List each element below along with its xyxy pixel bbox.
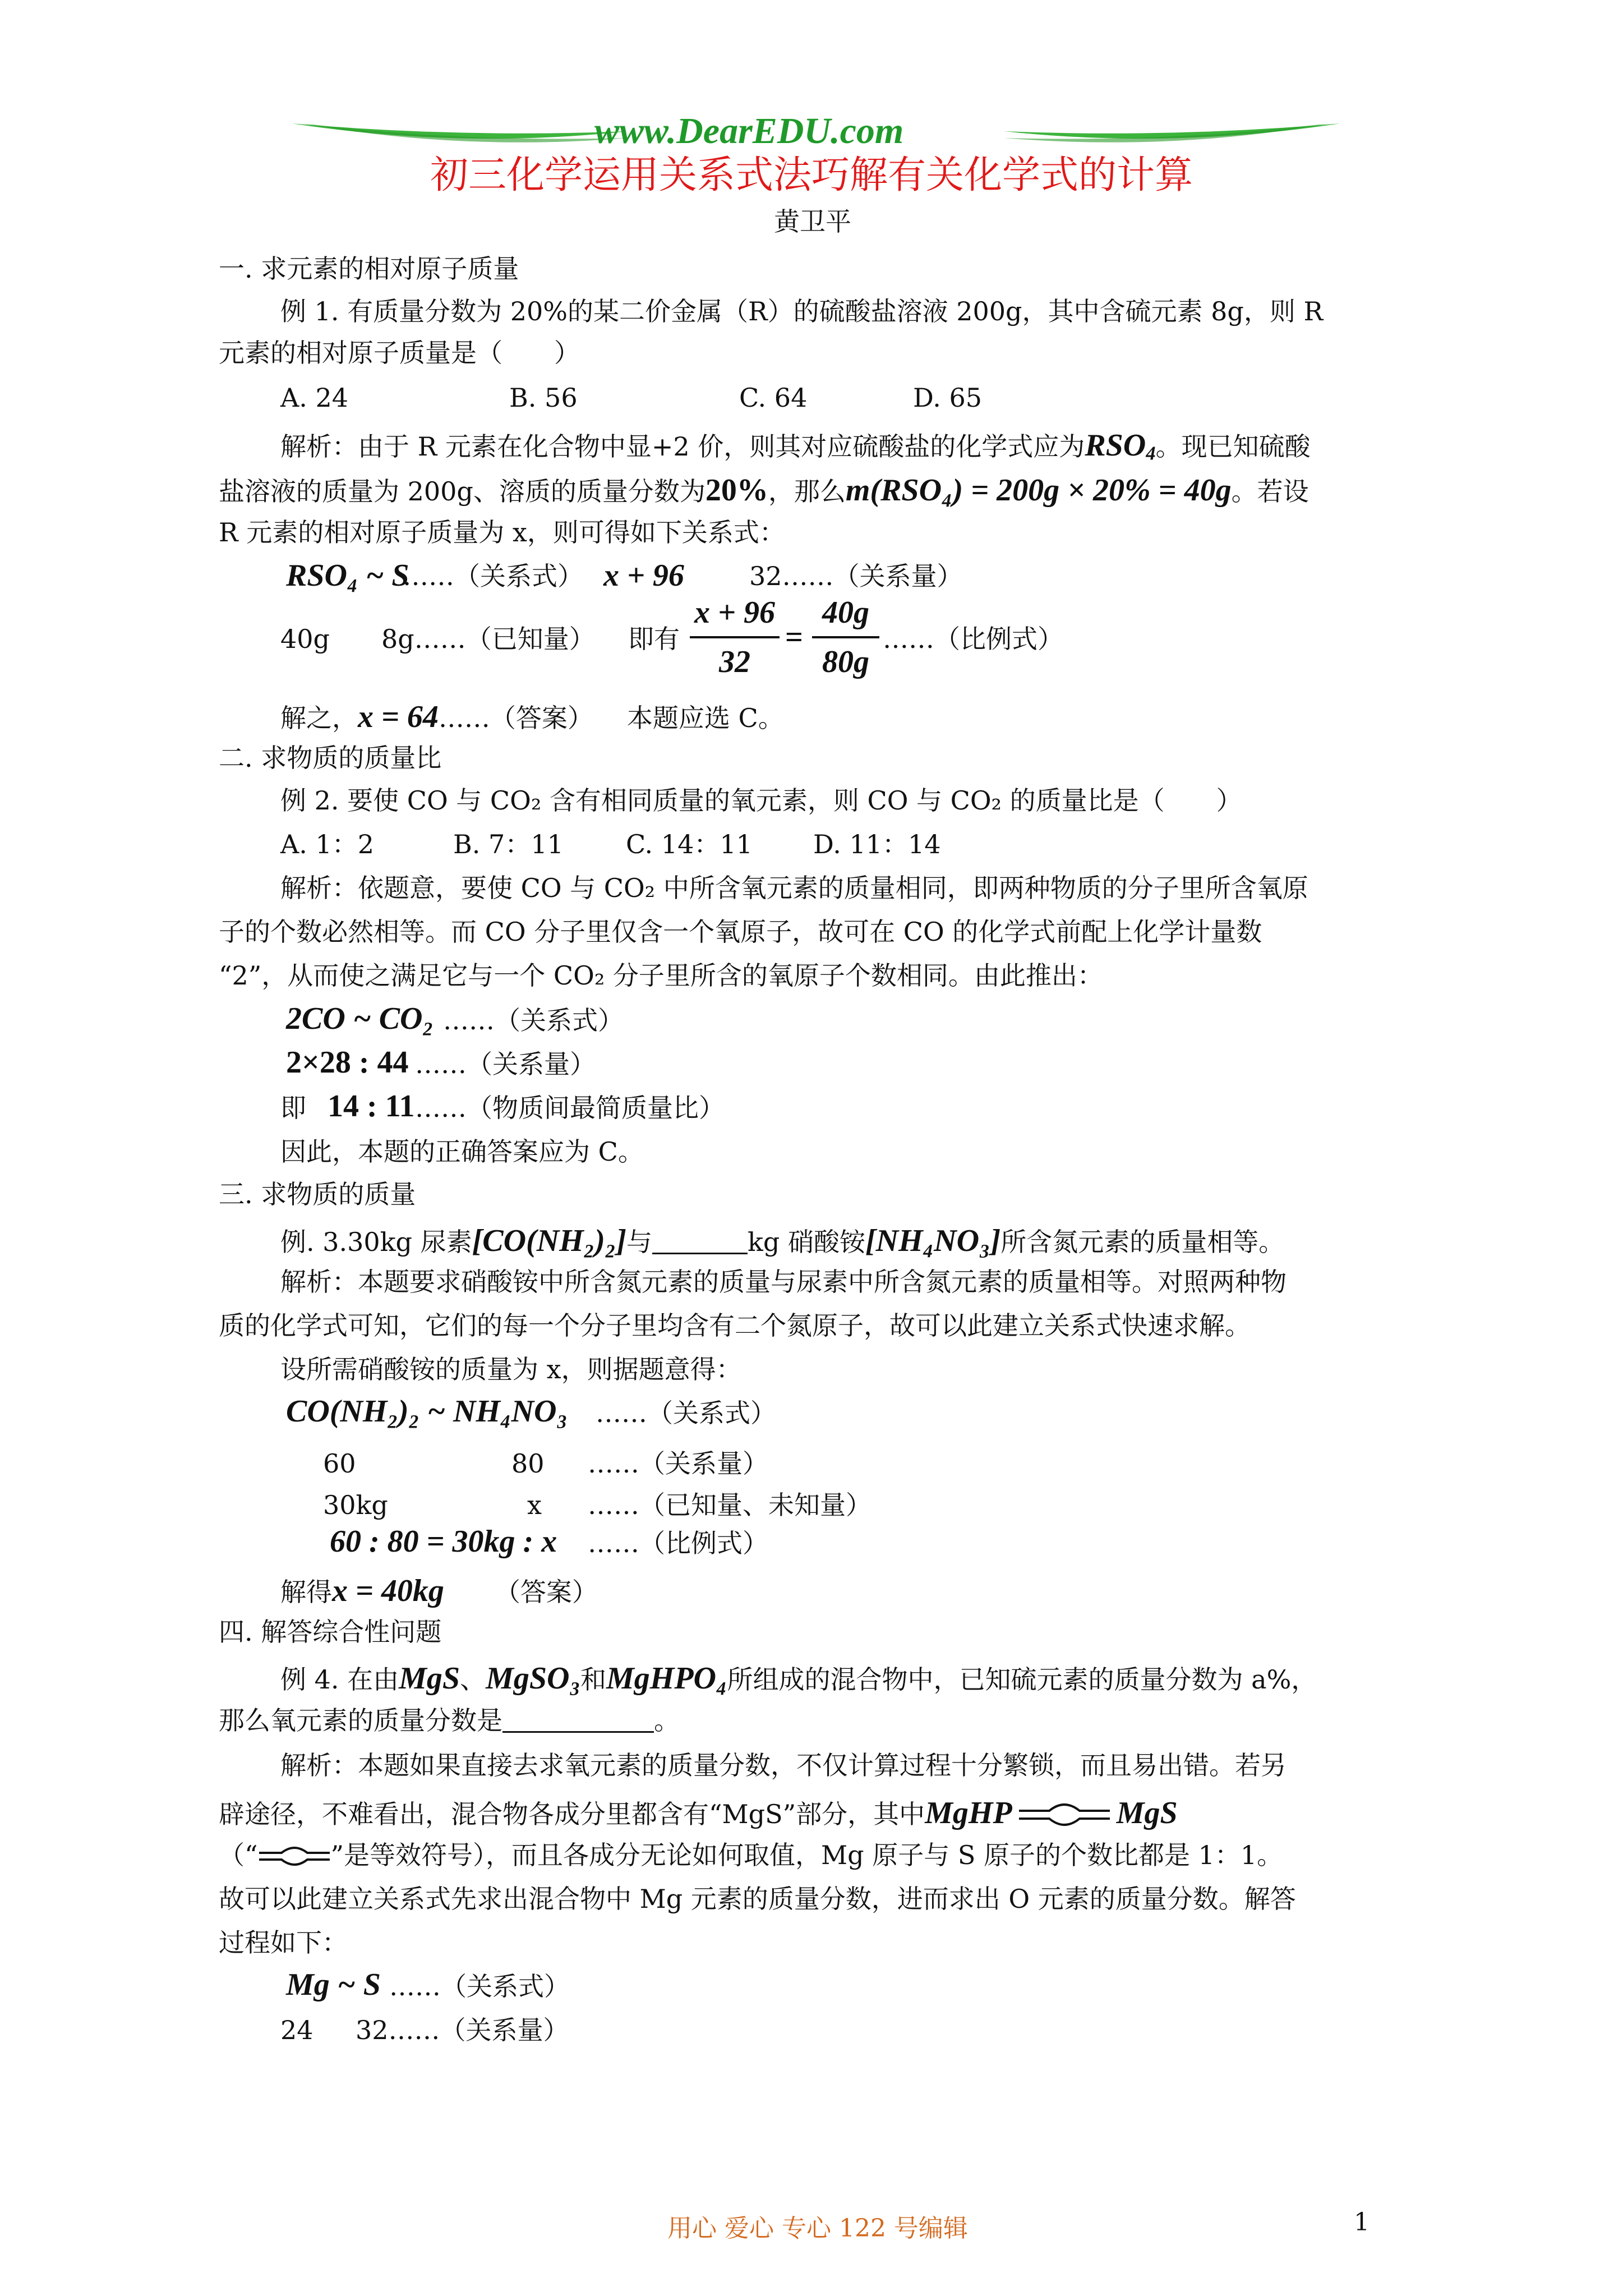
q2-option-b: B. 7：11 <box>453 829 564 859</box>
equivalence-symbol-icon <box>1017 1801 1112 1829</box>
s1-solution <box>280 701 784 733</box>
q4-line1 <box>280 1663 1317 1694</box>
a4-line2-text: 辟途径，不难看出，混合物各成分里都含有“MgS”部分，其中 <box>219 1799 925 1829</box>
a1-formula-rso4: $RSO_4$ <box>1085 428 1156 464</box>
q4-formula-mgso3: MgSO₃ <box>486 1661 580 1696</box>
section3-heading: 三. 求物质的质量 <box>219 1179 416 1209</box>
frac-left-numerator: x + 96 <box>694 595 775 630</box>
s3-solution-prefix: 解得 <box>280 1577 332 1607</box>
q3-nitrate-formula: [NH₄NO₃] <box>865 1223 1001 1258</box>
a4-line2 <box>219 1797 1178 1829</box>
section4-heading: 四. 解答综合性问题 <box>219 1617 442 1647</box>
q3-mid2: kg 硝酸铵 <box>748 1227 865 1257</box>
s2-quantity-formula: 2×28 : 44 <box>286 1045 409 1080</box>
s2-relation-formula: 2CO ~ CO₂ <box>286 1001 434 1036</box>
q4-line2 <box>219 1705 680 1736</box>
q3-answer-blank[interactable] <box>652 1230 748 1254</box>
a1-line2 <box>219 475 1309 506</box>
q4-formula-mgs: MgS <box>399 1661 460 1696</box>
s1-fraction-left <box>690 595 780 680</box>
s3-known-label: ……（已知量、未知量） <box>588 1490 872 1520</box>
q2-option-d: D. 11：14 <box>813 829 941 859</box>
s1-fraction-right <box>812 595 879 680</box>
s3-solution-label: （答案） <box>494 1577 598 1607</box>
a2-line1: 解析：依题意，要使 CO 与 CO₂ 中所含氧元素的质量相同，即两种物质的分子里所含氧原 <box>280 873 1308 903</box>
s1-equals: = <box>785 620 803 655</box>
s1-relation-label: ……（关系式） <box>403 561 583 591</box>
a4-line3-open: （“ <box>219 1840 258 1870</box>
q4-prefix: 例 4. 在由 <box>280 1664 399 1695</box>
s3-relation-formula: CO(NH₂)₂ ~ NH₄NO₃ <box>286 1394 568 1429</box>
q3-line <box>280 1225 1284 1257</box>
a1-percent: 20% <box>705 473 768 508</box>
section1-heading: 一. 求元素的相对原子质量 <box>219 254 519 284</box>
s3-qty-80: 80 <box>511 1448 545 1479</box>
q4-answer-blank[interactable] <box>502 1709 654 1733</box>
q1-option-c: C. 64 <box>739 383 808 413</box>
a2-line2: 子的个数必然相等。而 CO 分子里仅含一个氧原子，故可在 CO 的化学式前配上化学计量数 <box>219 917 1262 947</box>
frac-left-denominator: 32 <box>719 645 750 679</box>
a4-line4: 故可以此建立关系式先求出混合物中 Mg 元素的质量分数，进而求出 O 元素的质量分数。解答 <box>219 1884 1296 1914</box>
a3-line3: 设所需硝酸铵的质量为 x，则据题意得： <box>280 1354 742 1384</box>
s4-qty-32: 32……（关系量） <box>356 2015 569 2045</box>
s1-known-8g: 8g……（已知量） <box>381 624 595 654</box>
s1-solution-end: 本题应选 C。 <box>626 703 784 733</box>
q2-option-c: C. 14：11 <box>626 829 753 859</box>
frac-right-bar <box>812 636 879 638</box>
a4-line3-text: ”是等效符号），而且各成分无论如何取值，Mg 原子与 S 原子的个数比都是 1：1。 <box>330 1840 1283 1870</box>
q4-line2-prefix: 那么氧元素的质量分数是 <box>219 1705 502 1736</box>
s2-ratio-label: ……（物质间最简质量比） <box>415 1093 725 1123</box>
frac-left-bar <box>690 636 780 638</box>
a1-line1-end: 。现已知硫酸 <box>1155 431 1311 462</box>
frac-right-numerator: 40g <box>822 595 869 630</box>
s1-solution-formula: x = 64 <box>358 700 439 734</box>
a3-line1: 解析：本题要求硝酸铵中所含氮元素的质量与尿素中所含氮元素的质量相等。对照两种物 <box>280 1267 1287 1297</box>
site-logo-text: www.DearEDU.com <box>594 111 904 151</box>
a1-mass-formula: m(RSO₄) = 200g × 20% = 40g <box>845 473 1232 508</box>
frac-right-denominator: 80g <box>822 645 869 679</box>
s2-ratio-prefix: 即 <box>280 1093 306 1123</box>
q3-end: 所含氮元素的质量相等。 <box>1000 1227 1285 1257</box>
s3-solution-formula: x = 40kg <box>332 1573 444 1608</box>
a4-formula-mgs: MgS <box>1116 1796 1178 1830</box>
q3-prefix: 例. 3.30kg 尿素 <box>280 1227 472 1257</box>
a1-line3: R 元素的相对原子质量为 x，则可得如下关系式： <box>219 517 785 547</box>
q1-option-b: B. 56 <box>509 383 578 413</box>
q1-line1: 例 1. 有质量分数为 20%的某二价金属（R）的硫酸盐溶液 200g，其中含硫元素 8g，则 R <box>280 296 1324 326</box>
author: 黄卫平 <box>774 206 851 237</box>
s1-relation-qty: 32……（关系量） <box>749 561 963 591</box>
page-number: 1 <box>1354 2208 1370 2237</box>
a2-line3: “2”，从而使之满足它与一个 CO₂ 分子里所含的氧原子个数相同。由此推出： <box>219 960 1103 991</box>
s4-qty-24: 24 <box>280 2015 313 2045</box>
a4-formula-mghp: MgHP <box>925 1796 1012 1830</box>
s3-qty-60: 60 <box>323 1448 356 1479</box>
a4-line3 <box>219 1842 1283 1869</box>
q1-line2: 元素的相对原子质量是（ ） <box>219 338 580 368</box>
q2-line: 例 2. 要使 CO 与 CO₂ 含有相同质量的氧元素，则 CO 与 CO₂ 的质量比是（ ） <box>280 785 1242 816</box>
s3-relation-label: ……（关系式） <box>596 1398 776 1428</box>
a4-line1: 解析：本题如果直接去求氧元素的质量分数，不仅计算过程十分繁锁，而且易出错。若另 <box>280 1750 1287 1780</box>
a1-line2-end: 。若设 <box>1231 476 1309 507</box>
s2-relation-label: ……（关系式） <box>443 1005 624 1036</box>
q3-urea-formula: [CO(NH₂)₂] <box>472 1223 627 1258</box>
footer-text: 用心 爱心 专心 122 号编辑 <box>667 2214 968 2243</box>
a3-line2: 质的化学式可知，它们的每一个分子里均含有二个氮原子，故可以此建立关系式快速求解。 <box>219 1310 1251 1341</box>
s3-proportion-formula: 60 : 80 = 30kg : x <box>330 1524 557 1559</box>
s3-unknown-x: x <box>527 1490 542 1520</box>
s1-known-jiyou: 即有 <box>628 624 680 654</box>
s1-relation-formula: RSO₄ ~ S <box>286 558 409 593</box>
q2-option-a: A. 1：2 <box>280 829 374 859</box>
s3-proportion-label: ……（比例式） <box>588 1528 768 1558</box>
q4-formula-mghpo4: MgHPO₄ <box>606 1661 727 1696</box>
s3-known-30kg: 30kg <box>323 1490 388 1520</box>
q4-separator: 、 <box>460 1664 486 1695</box>
a4-line5: 过程如下： <box>219 1927 348 1958</box>
q1-option-a: A. 24 <box>280 383 348 413</box>
page-title: 初三化学运用关系式法巧解有关化学式的计算 <box>430 153 1193 197</box>
equivalence-symbol-small-icon <box>258 1844 331 1869</box>
s3-qty-label: ……（关系量） <box>588 1448 768 1479</box>
section2-heading: 二. 求物质的质量比 <box>219 743 442 773</box>
s1-solution-label: ……（答案） <box>438 703 593 733</box>
s4-relation-formula: Mg ~ S <box>286 1967 381 2002</box>
s1-proportion-label: ……（比例式） <box>883 624 1063 654</box>
s1-relation-x96: x + 96 <box>603 558 684 593</box>
a1-line1 <box>280 430 1311 463</box>
s2-ratio-formula: 14 : 11 <box>328 1089 415 1124</box>
a1-line1-text: 解析：由于 R 元素在化合物中显+2 价，则其对应硫酸盐的化学式应为 <box>280 431 1085 462</box>
q3-mid1: 与 <box>626 1227 653 1257</box>
s2-conclusion: 因此，本题的正确答案应为 C。 <box>280 1137 644 1167</box>
s1-known-40g: 40g <box>280 624 330 654</box>
q4-end: 所组成的混合物中，已知硫元素的质量分数为 a%， <box>727 1664 1317 1695</box>
s3-solution <box>280 1575 598 1607</box>
s2-quantity-label: ……（关系量） <box>415 1049 596 1079</box>
s4-relation-label: ……（关系式） <box>389 1971 570 2001</box>
a1-line2-mid: ，那么 <box>768 476 846 507</box>
s1-solution-prefix: 解之， <box>280 703 358 733</box>
q4-line2-end: 。 <box>654 1705 680 1736</box>
a1-line2-text: 盐溶液的质量为 200g、溶质的质量分数为 <box>219 476 706 507</box>
q1-option-d: D. 65 <box>913 383 983 413</box>
q4-and: 和 <box>580 1664 606 1695</box>
